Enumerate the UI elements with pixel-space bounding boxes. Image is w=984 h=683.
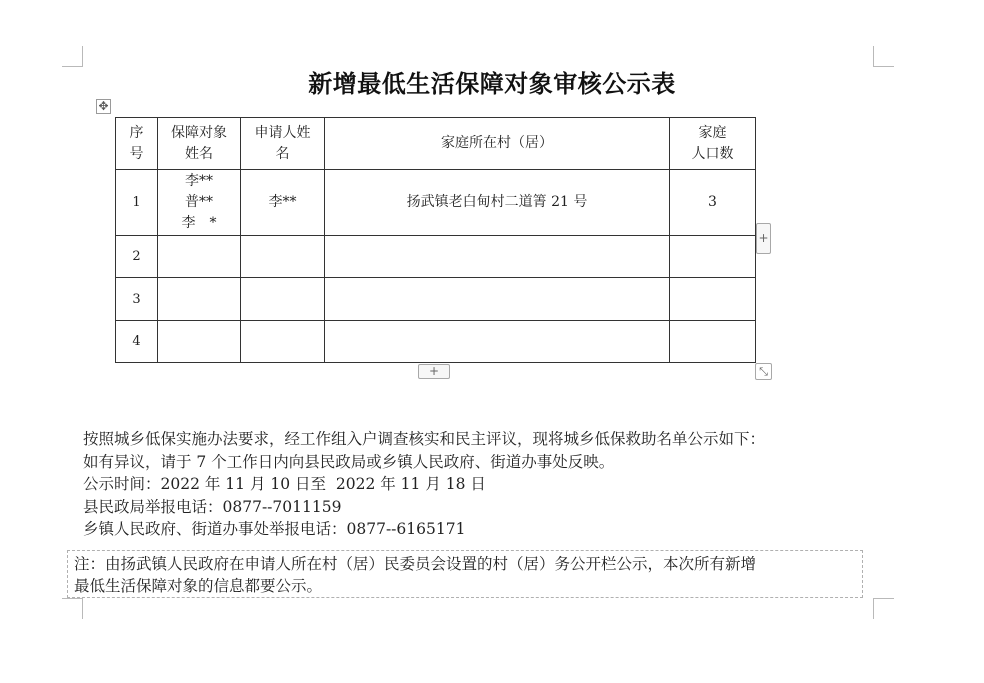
cell-beneficiaries[interactable]: [158, 321, 241, 363]
cell-household[interactable]: [670, 236, 756, 278]
header-cell-address[interactable]: [325, 118, 670, 170]
header-seq-line2: 号: [129, 145, 144, 162]
cell-beneficiaries[interactable]: [158, 170, 241, 236]
header-household-line1: 家庭: [698, 124, 727, 141]
header-beneficiary-line2: 姓名: [185, 145, 213, 162]
header-cell-beneficiary[interactable]: [158, 118, 241, 170]
table-row: [116, 278, 756, 321]
table-header-row: [116, 118, 756, 170]
body-line: 公示时间：2022 年 11 月 10 日至 2022 年 11 月 18 日: [83, 475, 486, 493]
header-cell-applicant[interactable]: [241, 118, 325, 170]
body-line: 县民政局举报电话：0877--7011159: [83, 497, 342, 516]
header-seq-line1: 序: [129, 124, 144, 141]
cell-applicant[interactable]: [241, 278, 325, 321]
cell-applicant[interactable]: [241, 321, 325, 363]
cell-seq[interactable]: 2: [116, 236, 158, 278]
cell-applicant[interactable]: [241, 236, 325, 278]
page-corner-mark-bottom-left: [62, 598, 83, 619]
table-row: [116, 170, 756, 236]
header-cell-household[interactable]: [670, 118, 756, 170]
cell-household[interactable]: 3: [670, 170, 756, 236]
cell-beneficiaries[interactable]: [158, 236, 241, 278]
beneficiary-name: 李**: [185, 173, 213, 189]
body-line: 按照城乡低保实施办法要求，经工作组入户调查核实和民主评议，现将城乡低保救助名单公示如下：: [83, 430, 766, 448]
cell-address[interactable]: 扬武镇老白甸村二道箐 21 号: [325, 170, 670, 236]
publicity-table: [115, 117, 756, 363]
cell-address[interactable]: [325, 278, 670, 321]
announcement-body: [83, 428, 883, 541]
note-line: 注：由扬武镇人民政府在申请人所在村（居）民委员会设置的村（居）务公开栏公示，本次所有新增: [74, 555, 757, 573]
header-applicant-line1: 申请人姓: [254, 124, 311, 141]
cell-address[interactable]: [325, 236, 670, 278]
note-line: 最低生活保障对象的信息都要公示。: [74, 577, 323, 595]
header-cell-seq[interactable]: [116, 118, 158, 170]
beneficiary-name: 李 *: [181, 215, 217, 231]
cell-applicant[interactable]: 李**: [241, 170, 325, 236]
body-line: 如有异议，请于 7 个工作日内向县民政局或乡镇人民政府、街道办事处反映。: [83, 452, 615, 471]
cell-household[interactable]: [670, 278, 756, 321]
cell-seq[interactable]: 3: [116, 278, 158, 321]
header-applicant-line2: 名: [275, 145, 290, 162]
body-line: 乡镇人民政府、街道办事处举报电话：0877--6165171: [83, 520, 466, 538]
beneficiary-name: 普**: [185, 194, 213, 210]
table-row: [116, 236, 756, 278]
page-corner-mark-bottom-right: [873, 598, 894, 619]
document-title: 新增最低生活保障对象审核公示表: [308, 69, 676, 98]
cell-seq[interactable]: 1: [116, 170, 158, 236]
cell-address[interactable]: [325, 321, 670, 363]
header-household-line2: 人口数: [691, 145, 734, 162]
header-beneficiary-line1: 保障对象: [171, 124, 227, 141]
cell-household[interactable]: [670, 321, 756, 363]
add-row-button[interactable]: +: [418, 364, 450, 379]
add-column-button[interactable]: +: [756, 223, 771, 254]
cell-beneficiaries[interactable]: [158, 278, 241, 321]
header-address-label: 家庭所在村（居）: [441, 135, 553, 151]
table-move-handle-icon[interactable]: ✥: [96, 99, 111, 114]
table-row: [116, 321, 756, 363]
table-resize-handle-icon[interactable]: ⤡: [755, 363, 772, 380]
note-text-box[interactable]: [67, 550, 863, 598]
cell-seq[interactable]: 4: [116, 321, 158, 363]
